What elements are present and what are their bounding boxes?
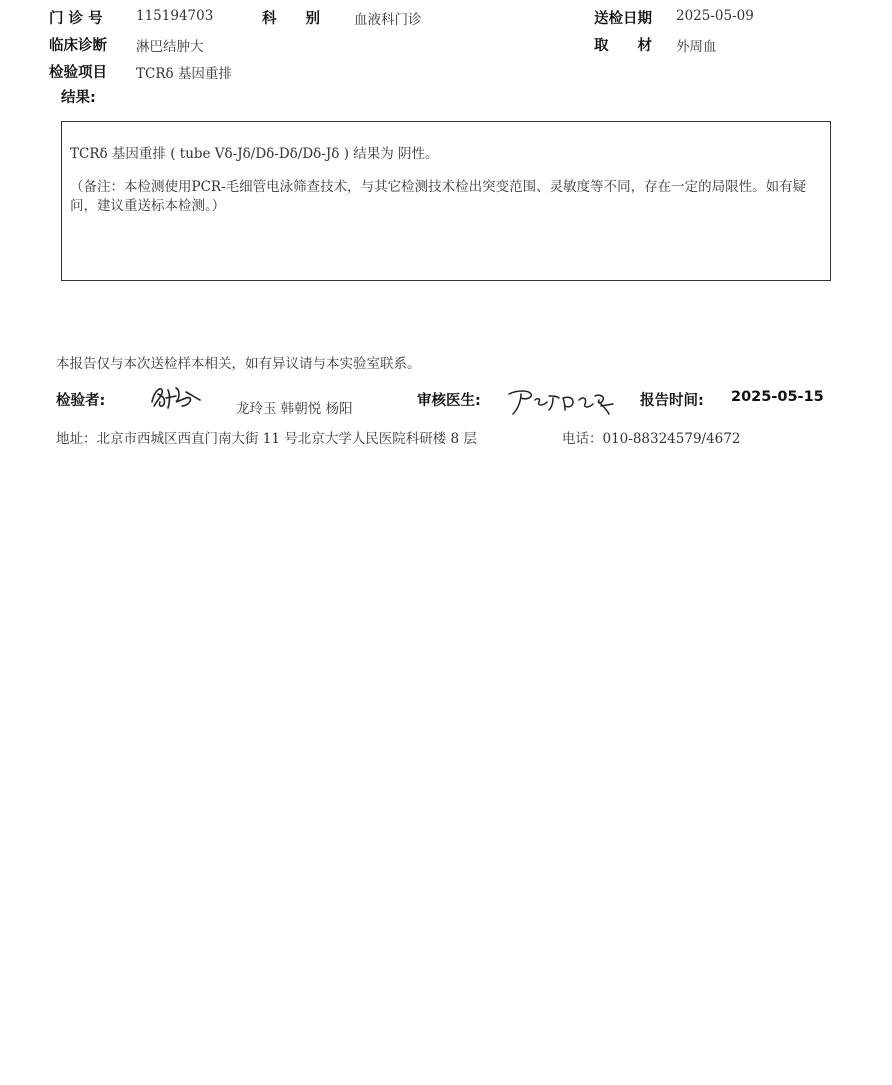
reviewer-signature [503,384,619,418]
department-value: 血液科门诊 [354,12,422,28]
address: 地址：北京市西城区西直门南大街 11 号北京大学人民医院科研楼 8 层 [56,431,477,447]
examiner-signature [146,380,210,414]
department-label: 科 别 [262,11,320,27]
test-item-value: TCRδ 基因重排 [136,66,232,82]
phone: 电话：010-88324579/4672 [562,431,741,447]
examiner-label: 检验者: [56,393,106,409]
result-heading: 结果: [61,90,96,106]
disclaimer: 本报告仅与本次送检样本相关，如有异议请与本实验室联系。 [56,356,421,372]
diagnosis-value: 淋巴结肿大 [136,39,204,55]
result-box [61,121,831,281]
clinic-no-label: 门 诊 号 [49,11,103,27]
sample-label: 取 材 [594,38,652,54]
report-time-label: 报告时间: [640,393,704,409]
report-time-value: 2025-05-15 [731,389,824,405]
test-item-label: 检验项目 [49,65,107,81]
examiner-names: 龙玲玉 韩朝悦 杨阳 [236,401,353,417]
sample-value: 外周血 [676,39,717,55]
result-remark: （备注：本检测使用PCR-毛细管电泳筛查技术，与其它检测技术检出突变范围、灵敏度等不同，存在一定的局限性。如有疑问，建议重送标本检测。） [70,179,807,214]
submit-date-value: 2025-05-09 [676,8,754,24]
reviewer-label: 审核医生: [417,393,481,409]
result-text: TCRδ 基因重排 ( tube Vδ-Jδ/Dδ-Dδ/Dδ-Jδ ) 结果为 阴性。 [70,146,439,162]
submit-date-label: 送检日期 [594,11,652,27]
clinic-no-value: 115194703 [136,8,214,24]
diagnosis-label: 临床诊断 [49,38,107,54]
